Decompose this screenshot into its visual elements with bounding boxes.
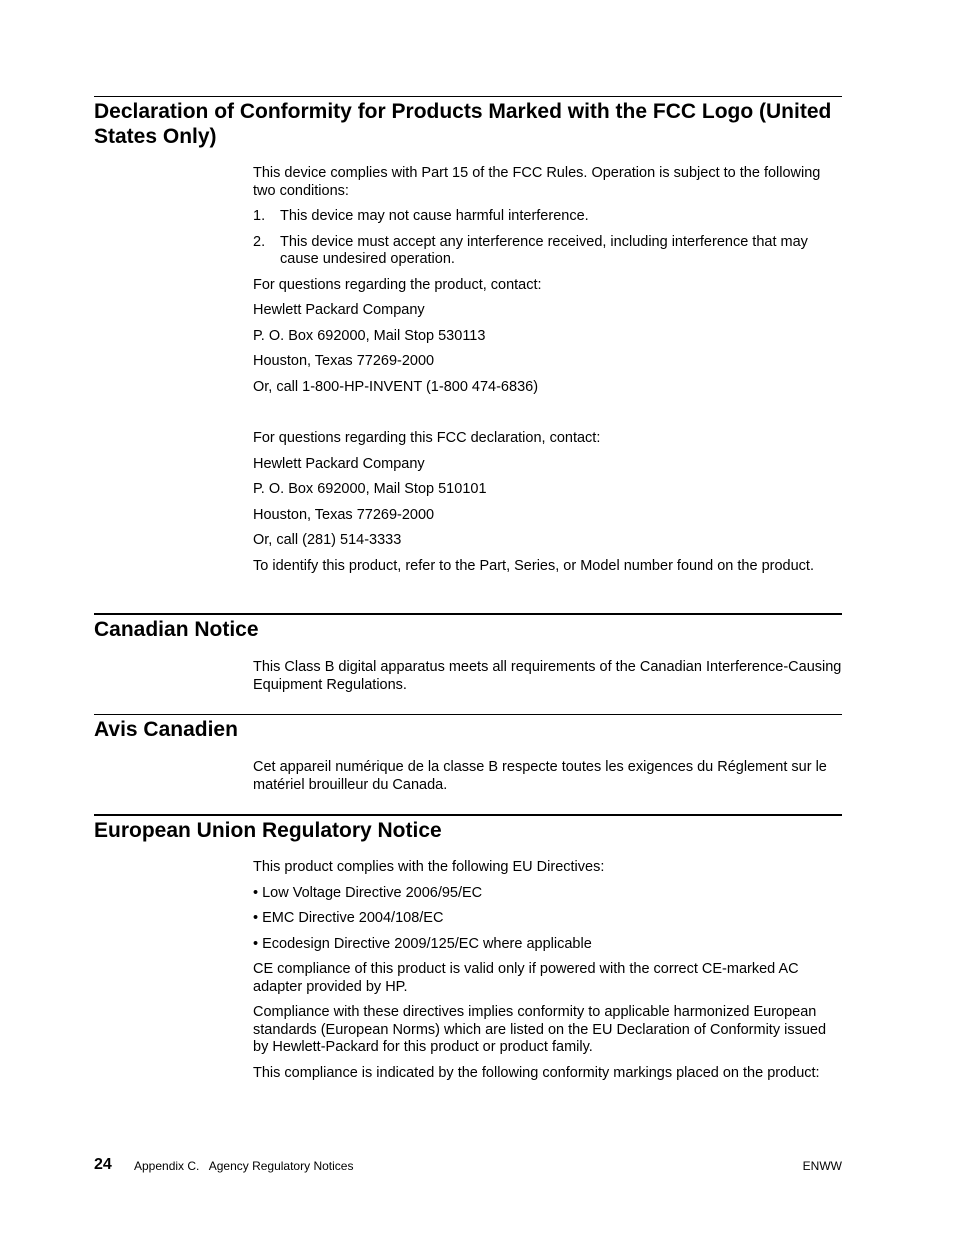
footer-doc-code: ENWW (802, 1159, 842, 1173)
phone-line: Or, call 1-800-HP-INVENT (1-800 474-6836) (253, 378, 539, 395)
address-line: Houston, Texas 77269-2000 (253, 506, 435, 523)
canadian-text: This Class B digital apparatus meets all requirements of the Canadian Interference-Causing Equipment Regulations. (253, 659, 842, 693)
address-line: P. O. Box 692000, Mail Stop 530113 (253, 327, 486, 344)
avis-section (94, 714, 842, 742)
condition-item (253, 234, 843, 269)
eu-intro: This product complies with the following EU Directives: (253, 859, 605, 875)
page-number: 24 (94, 1156, 112, 1173)
identify-text: To identify this product, refer to the Part, Series, or Model number found on the product. (253, 557, 814, 574)
eu-section (94, 814, 842, 843)
canadian-body (253, 659, 843, 702)
avis-body (253, 759, 843, 802)
ce-text: CE compliance of this product is valid only if powered with the correct CE-marked AC adapter provided by HP. (253, 961, 799, 995)
fcc-body (253, 165, 843, 583)
fcc-heading: Declaration of Conformity for Products Marked with the FCC Logo (United States Only) (94, 100, 832, 148)
directive-item: • EMC Directive 2004/108/EC (253, 910, 444, 926)
harmonized-text: Compliance with these directives implies conformity to applicable harmonized European standards (European Norms) which are listed on the EU Declaration of Conformity issued by Hewlett-Packard for this product or product family. (253, 1004, 827, 1055)
eu-heading: European Union Regulatory Notice (94, 819, 442, 842)
fcc-contact-intro: For questions regarding this FCC declaration, contact: (253, 430, 601, 446)
canadian-heading: Canadian Notice (94, 618, 259, 641)
fcc-intro: This device complies with Part 15 of the FCC Rules. Operation is subject to the following two conditions: (253, 165, 821, 199)
phone-line: Or, call (281) 514-3333 (253, 532, 402, 548)
condition-number: 2. (253, 233, 266, 250)
condition-item (253, 208, 843, 226)
eu-body (253, 859, 843, 1090)
markings-text: This compliance is indicated by the following conformity markings placed on the product: (253, 1064, 820, 1081)
address-line: Houston, Texas 77269-2000 (253, 353, 435, 369)
page-footer (94, 1156, 842, 1176)
canadian-section (94, 613, 842, 642)
avis-text: Cet appareil numérique de la classe B respecte toutes les exigences du Réglement sur le matériel brouilleur du Canada. (253, 759, 827, 793)
fcc-section (94, 96, 842, 149)
condition-text: This device may not cause harmful interference. (280, 208, 589, 224)
address-line: Hewlett Packard Company (253, 302, 425, 318)
avis-heading: Avis Canadien (94, 718, 238, 741)
condition-text: This device must accept any interference received, including interference that may cause undesired operation. (280, 233, 808, 267)
condition-number: 1. (253, 208, 266, 224)
address-line: Hewlett Packard Company (253, 455, 425, 472)
directive-item: • Ecodesign Directive 2009/125/EC where applicable (253, 935, 592, 952)
address-line: P. O. Box 692000, Mail Stop 510101 (253, 481, 487, 497)
footer-title: Appendix C. Agency Regulatory Notices (134, 1159, 354, 1173)
directive-item: • Low Voltage Directive 2006/95/EC (253, 884, 483, 901)
product-contact-intro: For questions regarding the product, contact: (253, 276, 542, 293)
